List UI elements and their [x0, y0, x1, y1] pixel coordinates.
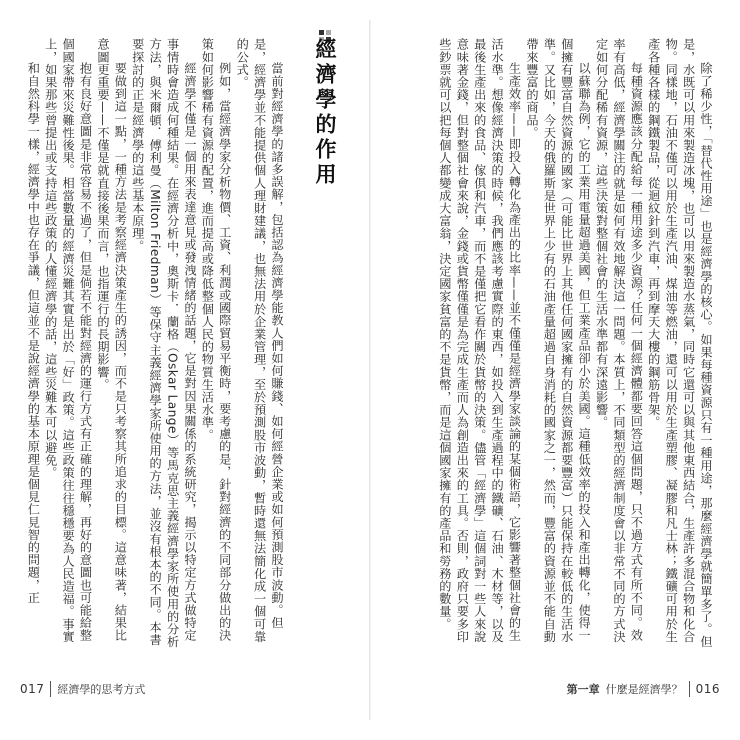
right-page-footer — [380, 678, 720, 700]
paragraph: 抱有良好意圖是非常容易不過了，但是倘若不能對經濟的運行方式有正確的理解，再好的意圖也可能給整個國家帶來災難性後果。相當數量的經濟災難其實是出於「好」政策。這些政策往往穩穩要為人民造福。事實上，如果那些曾提出或支持這些政策的人懂經濟學的話，這些災難本可以避免。 — [43, 38, 93, 643]
paragraph: 例如，當經濟學家分析物價、工資、利潤或國際貿易平衡時，要考慮的是，針對經濟的不同部分做出的決策如何影響稀有資源的配置，進而提高或降低整個人民的物質生活水準。 — [200, 38, 232, 642]
right-page — [380, 30, 720, 710]
page-number: 016 — [695, 682, 720, 696]
right-page-body — [384, 38, 714, 650]
paragraph: 每種資源應該分配給每一種用途多少資源？任何一個經濟體都要回答這個問題，只不過方式有所不同。效率有高低，經濟學關注的就是如何有效地解決這一問題。本質上，不同類型的經濟制度會以非常不同的方式決定如何分配稀有資源，這些決策對整個社會的生活水準都有深遠影響。 — [594, 38, 644, 643]
running-chapter-label: 第一章 — [566, 683, 600, 696]
book-gutter — [369, 20, 371, 720]
running-book-title: 經濟學的思考方式 — [57, 683, 146, 696]
left-page-footer — [20, 678, 360, 700]
paragraph: 生產效率——即投入轉化為產出的比率——並不僅僅是經濟學家談論的某個術語，它影響著整個社會的生活水準。想像經濟決策的時候，我們應該考慮實際的東西，如投入到生產過程中的鐵礦、石油、木材等，以及最後生產出來的食品、傢俱和汽車，而不是僅把它看作關於貨幣的決策。儘管「經濟學」這個詞對一些人來說意味著金錢，但對整個社會來說，金錢或貨幣僅僅是為完成生產而人為創造出來的工具。否則，政府只要多印些鈔票就可以把每個人都變成大富翁，決定國家貧富的不是貨幣，而是這個國家擁有的產品和勞務的數量。 — [437, 38, 522, 643]
section-title: 經濟學的作用 — [313, 38, 337, 188]
paragraph: 除了稀少性，「替代性用途」也是經濟學的核心。如果每種資源只有一種用途，那麼經濟學就簡單多了。但是，水既可以用來製造冰塊，也可以用來製造水蒸氣，同時它還可以與其他東西結合，生產許多混合物和化合物。同樣地，石油不僅可以用於生產汽油、煤油等燃油，還可以用於生產塑膠、凝膠和凡士林；鐵礦可用於生產各種各樣的鋼鐵製品，從迴紋針到汽車，再到摩天大樓的鋼筋骨架。 — [646, 38, 713, 649]
paragraph: 要做到這一點，一種方法是考察經濟決策產生的誘因，而不是只考察其所追求的目標。這意味著，結果比意圖更重要——不僅是就直接後果而言，也指運行的長期影響。 — [95, 38, 128, 642]
paragraph: 以蘇聯為例，它的工業用電量超過美國，但工業產品卻小於美國。這種低效率的投入和產出轉化，使得一個擁有豐富自然資源的國家（可能比世界上其他任何國家擁有的自然資源都要豐富）只能保持在較低的生活水準。又比如，今天的俄羅斯是世界上少有的石油產量超過自身消耗的國家之一，然而，豐富的資源並不能自動帶來豐富的商品。 — [524, 38, 592, 643]
paragraph: 當前對經濟學的諸多誤解，包括認為經濟學能教人們如何賺錢、如何經營企業或如何預測股市波動。但是，經濟學並不能提供個人理財建議，也無法用於企業管理，至於預測股市波動，暫時還無法簡化成一個可靠的公式。 — [235, 38, 284, 643]
running-chapter-title: 什麼是經濟學？ — [605, 683, 683, 696]
page-number: 017 — [20, 682, 45, 696]
left-page — [20, 30, 360, 710]
paragraph: 和自然科學一樣，經濟學中也存在爭議，但這並不是說經濟學的基本原理是個見仁見智的問題，正 — [26, 62, 41, 605]
left-page-body — [26, 38, 285, 650]
paragraph: 經濟學不僅是一個用來表達意見或發洩情緒的話題，它是對因果關係的系統研究，揭示以特定方式做特定事情時會造成何種結果。在經濟分析中，奧斯卡．蘭格（Oskar Lange）等馬克思主義經濟學家所使用的分析方法，與米爾頓．傅利曼（Milton Friedman）等保守主義經濟學家所使用的方法，並沒有根本的不同。本書要探討的正是經濟學的這些基本原理。 — [130, 38, 197, 648]
footer-divider — [50, 681, 51, 697]
footer-divider — [689, 681, 690, 697]
